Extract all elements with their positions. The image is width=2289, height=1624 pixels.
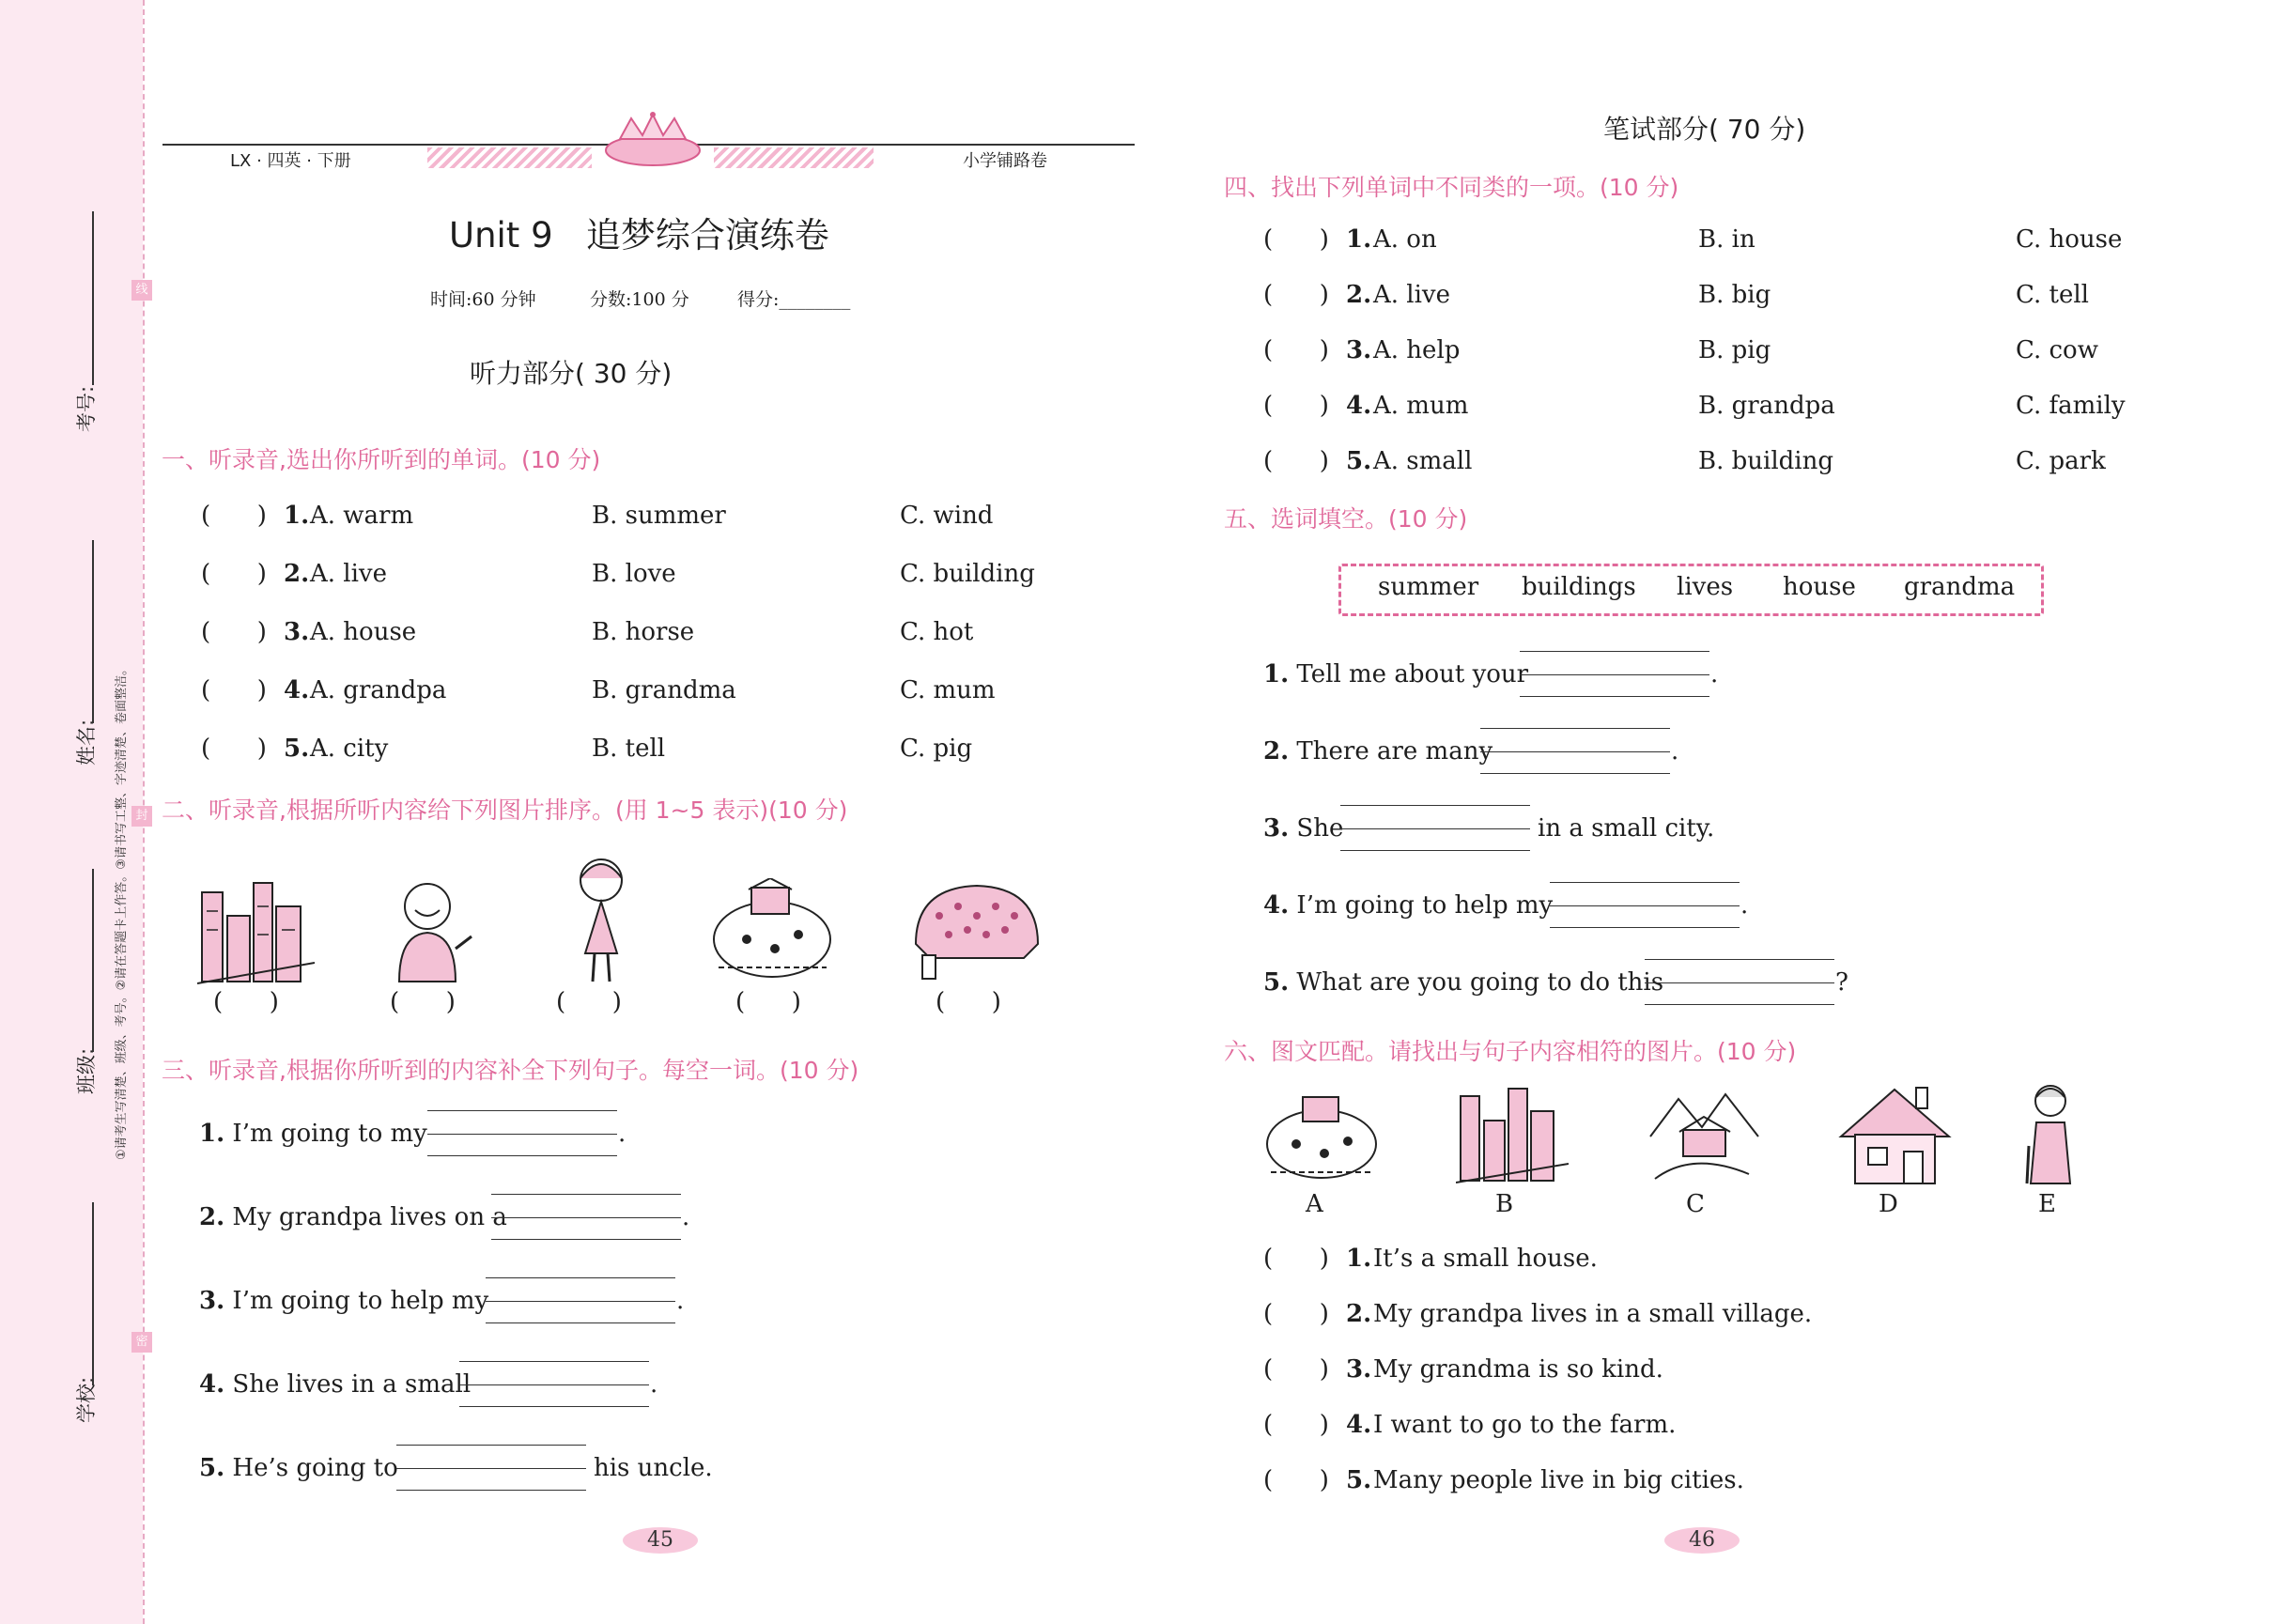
order-blank[interactable]: ( ) bbox=[936, 988, 1001, 1016]
sentence-end: . bbox=[676, 1287, 685, 1315]
item-number: 3. bbox=[1346, 1355, 1372, 1384]
picture-label: D bbox=[1879, 1190, 1898, 1218]
total-score: 分数:100 分 bbox=[590, 289, 689, 310]
match-sentence: I want to go to the farm. bbox=[1373, 1411, 1677, 1439]
brand-label: 小学铺路卷 bbox=[963, 151, 1047, 171]
item-number: 1. bbox=[1346, 225, 1372, 254]
option-c: C. wind bbox=[900, 502, 994, 530]
sentence-end: . bbox=[1710, 660, 1719, 688]
option-c: C. mum bbox=[900, 676, 996, 704]
section-5-title: 五、选词填空。(10 分) bbox=[1224, 505, 1468, 533]
word-bank-word: summer bbox=[1378, 573, 1479, 601]
city-buildings-icon bbox=[197, 878, 315, 991]
option-b: B. love bbox=[592, 560, 676, 588]
option-a: A. house bbox=[310, 618, 417, 646]
item-number: 1. bbox=[284, 502, 310, 530]
fill-sentence-4: 4. I’m going to help my bbox=[1263, 891, 1554, 920]
answer-blank[interactable]: ( ) bbox=[1263, 1245, 1329, 1273]
fill-sentence-2: 2. There are many bbox=[1263, 737, 1493, 766]
fill-blank[interactable] bbox=[1520, 651, 1709, 696]
answer-blank[interactable]: ( ) bbox=[1263, 225, 1329, 254]
item-number: 5. bbox=[284, 735, 310, 763]
option-b: B. grandma bbox=[592, 676, 736, 704]
item-number: 3. bbox=[1346, 336, 1372, 364]
option-a: A. grandpa bbox=[310, 676, 447, 704]
option-b: B. grandpa bbox=[1698, 392, 1835, 420]
listening-part-title: 听力部分( 30 分) bbox=[470, 358, 673, 389]
fill-blank[interactable] bbox=[1340, 805, 1530, 850]
school-line bbox=[92, 1202, 94, 1385]
item-number: 3. bbox=[284, 618, 310, 646]
option-c: C. house bbox=[2016, 225, 2123, 254]
sentence-end: . bbox=[618, 1120, 626, 1148]
fill-blank[interactable] bbox=[459, 1361, 649, 1406]
option-b: B. tell bbox=[592, 735, 666, 763]
option-c: C. pig bbox=[900, 735, 973, 763]
fill-blank[interactable] bbox=[1645, 959, 1834, 1004]
answer-blank[interactable]: ( ) bbox=[201, 735, 267, 763]
grandma-icon bbox=[2019, 1080, 2085, 1188]
farm-icon bbox=[709, 878, 836, 986]
order-blank[interactable]: ( ) bbox=[390, 988, 456, 1016]
fill-blank[interactable] bbox=[486, 1277, 675, 1322]
small-house-icon bbox=[1836, 1080, 1954, 1188]
crown-logo-icon bbox=[601, 111, 704, 169]
answer-blank[interactable]: ( ) bbox=[201, 618, 267, 646]
section-4-title: 四、找出下列单词中不同类的一项。(10 分) bbox=[1224, 174, 1679, 201]
margin-marker: 线 bbox=[131, 280, 152, 301]
item-number: 5. bbox=[1346, 1466, 1372, 1494]
picture-label: B bbox=[1495, 1190, 1514, 1218]
option-a: A. city bbox=[310, 735, 389, 763]
header-decoration bbox=[714, 147, 874, 168]
grandpa-icon bbox=[385, 878, 479, 991]
exam-number-label: 考号: bbox=[75, 385, 98, 432]
picture-label: E bbox=[2038, 1190, 2056, 1218]
sentence-end: . bbox=[1671, 737, 1679, 766]
sentence-end: . bbox=[682, 1203, 690, 1231]
farm-icon bbox=[1263, 1090, 1381, 1183]
page-title: Unit 9 追梦综合演练卷 bbox=[449, 215, 829, 255]
option-a: A. mum bbox=[1373, 392, 1469, 420]
fill-blank[interactable] bbox=[396, 1445, 586, 1490]
picture-label: A bbox=[1306, 1190, 1323, 1218]
option-b: B. in bbox=[1698, 225, 1755, 254]
option-a: A. live bbox=[310, 560, 388, 588]
option-b: B. big bbox=[1698, 281, 1771, 309]
word-bank-word: house bbox=[1783, 573, 1856, 601]
answer-blank[interactable]: ( ) bbox=[1263, 336, 1329, 364]
option-a: A. small bbox=[1373, 447, 1473, 475]
picture-label: C bbox=[1686, 1190, 1705, 1218]
class-line bbox=[92, 869, 94, 1052]
word-bank-word: grandma bbox=[1904, 573, 2016, 601]
option-b: B. horse bbox=[592, 618, 695, 646]
fill-sentence-5: 5. What are you going to do this bbox=[1263, 968, 1664, 997]
item-number: 4. bbox=[284, 676, 310, 704]
option-c: C. park bbox=[2016, 447, 2106, 475]
fill-blank[interactable] bbox=[491, 1194, 681, 1239]
option-a: A. live bbox=[1373, 281, 1451, 309]
fill-sentence-1: 1. Tell me about your bbox=[1263, 660, 1529, 688]
section-2-title: 二、听录音,根据所听内容给下列图片排序。(用 1~5 表示)(10 分) bbox=[162, 797, 848, 824]
answer-blank[interactable]: ( ) bbox=[1263, 447, 1329, 475]
binding-note: ①请考生写清楚、班级、考号。②请在答题卡上作答。③请书写工整、字迹清楚、卷面整洁。 bbox=[115, 663, 129, 1160]
fill-sentence-3: 3. She bbox=[1263, 814, 1344, 843]
girl-icon bbox=[559, 850, 643, 991]
answer-blank[interactable]: ( ) bbox=[201, 560, 267, 588]
item-number: 5. bbox=[1346, 447, 1372, 475]
house-roof-icon bbox=[911, 878, 1043, 982]
margin-marker: 密 bbox=[131, 1332, 152, 1353]
answer-blank[interactable]: ( ) bbox=[201, 676, 267, 704]
sentence-end: ? bbox=[1835, 968, 1848, 997]
page-number: 46 bbox=[1655, 1522, 1749, 1559]
option-c: C. building bbox=[900, 560, 1035, 588]
exam-number-line bbox=[92, 211, 94, 385]
fill-sentence-4: 4. She lives in a small bbox=[199, 1370, 472, 1399]
series-label: LX · 四英 · 下册 bbox=[230, 151, 351, 171]
option-c: C. family bbox=[2016, 392, 2126, 420]
answer-blank[interactable]: ( ) bbox=[1263, 1411, 1329, 1439]
margin-marker: 封 bbox=[131, 806, 152, 827]
class-label: 班级: bbox=[75, 1047, 98, 1094]
answer-blank[interactable]: ( ) bbox=[201, 502, 267, 530]
sentence-end: his uncle. bbox=[594, 1454, 713, 1482]
header-decoration bbox=[427, 147, 592, 168]
word-bank-word: buildings bbox=[1522, 573, 1636, 601]
item-number: 4. bbox=[1346, 392, 1372, 420]
answer-blank[interactable]: ( ) bbox=[1263, 1355, 1329, 1384]
answer-blank[interactable]: ( ) bbox=[1263, 1466, 1329, 1494]
answer-blank[interactable]: ( ) bbox=[1263, 392, 1329, 420]
match-sentence: Many people live in big cities. bbox=[1373, 1466, 1744, 1494]
fill-sentence-2: 2. My grandpa lives on a bbox=[199, 1203, 507, 1231]
name-line bbox=[92, 540, 94, 723]
fill-blank[interactable] bbox=[427, 1110, 617, 1155]
fill-blank[interactable] bbox=[1480, 728, 1670, 773]
writing-part-title: 笔试部分( 70 分) bbox=[1603, 114, 1806, 145]
option-c: C. tell bbox=[2016, 281, 2089, 309]
option-c: C. hot bbox=[900, 618, 974, 646]
match-sentence: My grandpa lives in a small village. bbox=[1373, 1300, 1813, 1328]
option-a: A. on bbox=[1373, 225, 1437, 254]
option-b: B. pig bbox=[1698, 336, 1771, 364]
fill-sentence-3: 3. I’m going to help my bbox=[199, 1287, 489, 1315]
section-3-title: 三、听录音,根据你所听到的内容补全下列句子。每空一词。(10 分) bbox=[162, 1057, 859, 1084]
order-blank[interactable]: ( ) bbox=[556, 988, 622, 1016]
fill-sentence-5: 5. He’s going to bbox=[199, 1454, 398, 1482]
order-blank[interactable]: ( ) bbox=[735, 988, 801, 1016]
section-1-title: 一、听录音,选出你所听到的单词。(10 分) bbox=[162, 446, 601, 473]
sentence-end: . bbox=[650, 1370, 658, 1399]
item-number: 2. bbox=[284, 560, 310, 588]
score-field[interactable]: 得分:________ bbox=[737, 289, 851, 310]
option-c: C. cow bbox=[2016, 336, 2098, 364]
answer-blank[interactable]: ( ) bbox=[1263, 281, 1329, 309]
option-a: A. help bbox=[1373, 336, 1461, 364]
section-6-title: 六、图文匹配。请找出与句子内容相符的图片。(10 分) bbox=[1224, 1038, 1797, 1065]
item-number: 2. bbox=[1346, 1300, 1372, 1328]
city-buildings-icon bbox=[1456, 1085, 1569, 1188]
item-number: 4. bbox=[1346, 1411, 1372, 1439]
village-icon bbox=[1646, 1085, 1763, 1188]
match-sentence: My grandma is so kind. bbox=[1373, 1355, 1663, 1384]
item-number: 1. bbox=[1346, 1245, 1372, 1273]
option-b: B. building bbox=[1698, 447, 1834, 475]
option-b: B. summer bbox=[592, 502, 726, 530]
fill-sentence-1: 1. I’m going to my bbox=[199, 1120, 427, 1148]
fill-blank[interactable] bbox=[1550, 882, 1740, 927]
option-a: A. warm bbox=[310, 502, 414, 530]
page-number: 45 bbox=[613, 1522, 707, 1559]
order-blank[interactable]: ( ) bbox=[213, 988, 279, 1016]
match-sentence: It’s a small house. bbox=[1373, 1245, 1598, 1273]
sentence-end: . bbox=[1740, 891, 1749, 920]
time-limit: 时间:60 分钟 bbox=[430, 289, 536, 310]
answer-blank[interactable]: ( ) bbox=[1263, 1300, 1329, 1328]
name-label: 姓名: bbox=[75, 719, 98, 766]
school-label: 学校: bbox=[75, 1376, 98, 1423]
item-number: 2. bbox=[1346, 281, 1372, 309]
sentence-end: in a small city. bbox=[1538, 814, 1715, 843]
word-bank-word: lives bbox=[1677, 573, 1734, 601]
